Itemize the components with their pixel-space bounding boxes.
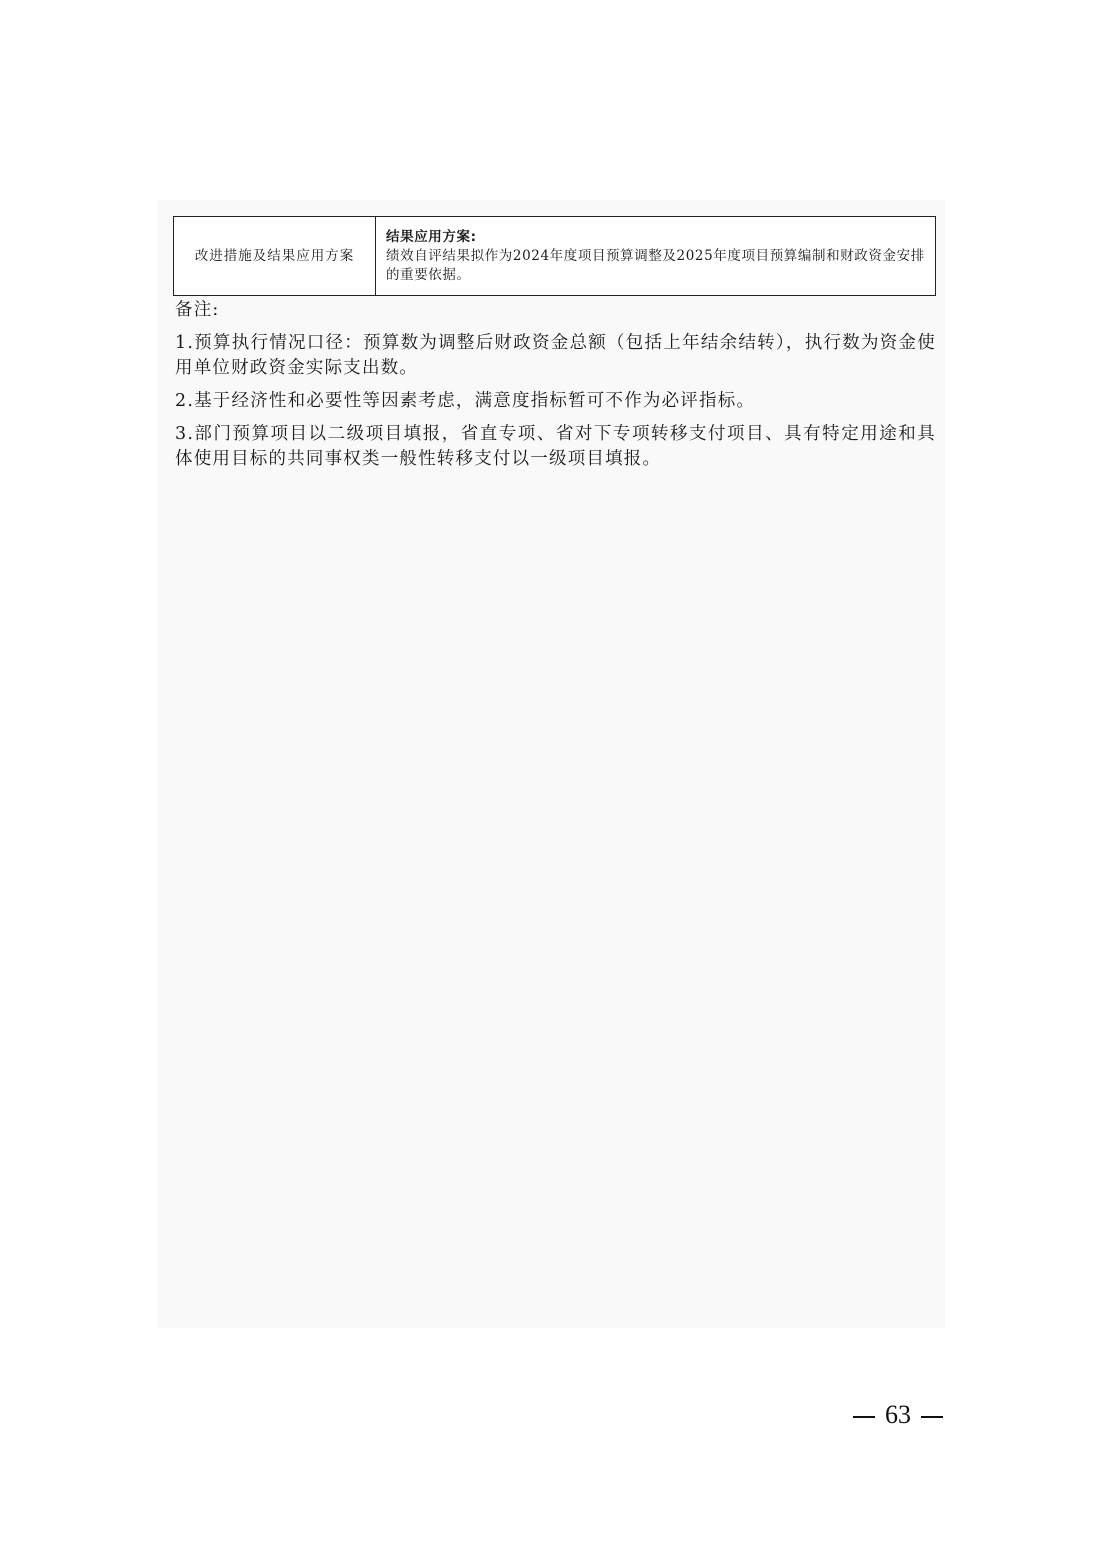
row-label: 改进措施及结果应用方案 — [194, 247, 355, 264]
notes-title: 备注: — [175, 300, 220, 320]
note-item-1: 1.预算执行情况口径：预算数为调整后财政资金总额（包括上年结余结转），执行数为资金使用单位财政资金实际支出数。 — [175, 333, 936, 378]
note-item-3: 3.部门预算项目以二级项目填报，省直专项、省对下专项转移支付项目、具有特定用途和具体使用目标的共同事权类一般性转移支付以一级项目填报。 — [175, 424, 936, 469]
notes-section — [173, 298, 936, 472]
evaluation-table — [173, 216, 936, 296]
dash-left — [853, 1416, 875, 1418]
dash-right — [921, 1416, 943, 1418]
page-footer — [843, 1400, 953, 1430]
result-plan-title: 结果应用方案: — [386, 229, 477, 245]
document-content — [173, 216, 936, 480]
result-plan-body: 绩效自评结果拟作为2024年度项目预算调整及2025年度项目预算编制和财政资金安排的重要依据。 — [386, 248, 925, 283]
note-item-2: 2.基于经济性和必要性等因素考虑，满意度指标暂可不作为必评指标。 — [175, 391, 756, 411]
table-row — [174, 217, 936, 296]
row-value-cell — [376, 217, 936, 296]
row-label-cell — [174, 217, 376, 296]
page-number: 63 — [885, 1400, 911, 1429]
